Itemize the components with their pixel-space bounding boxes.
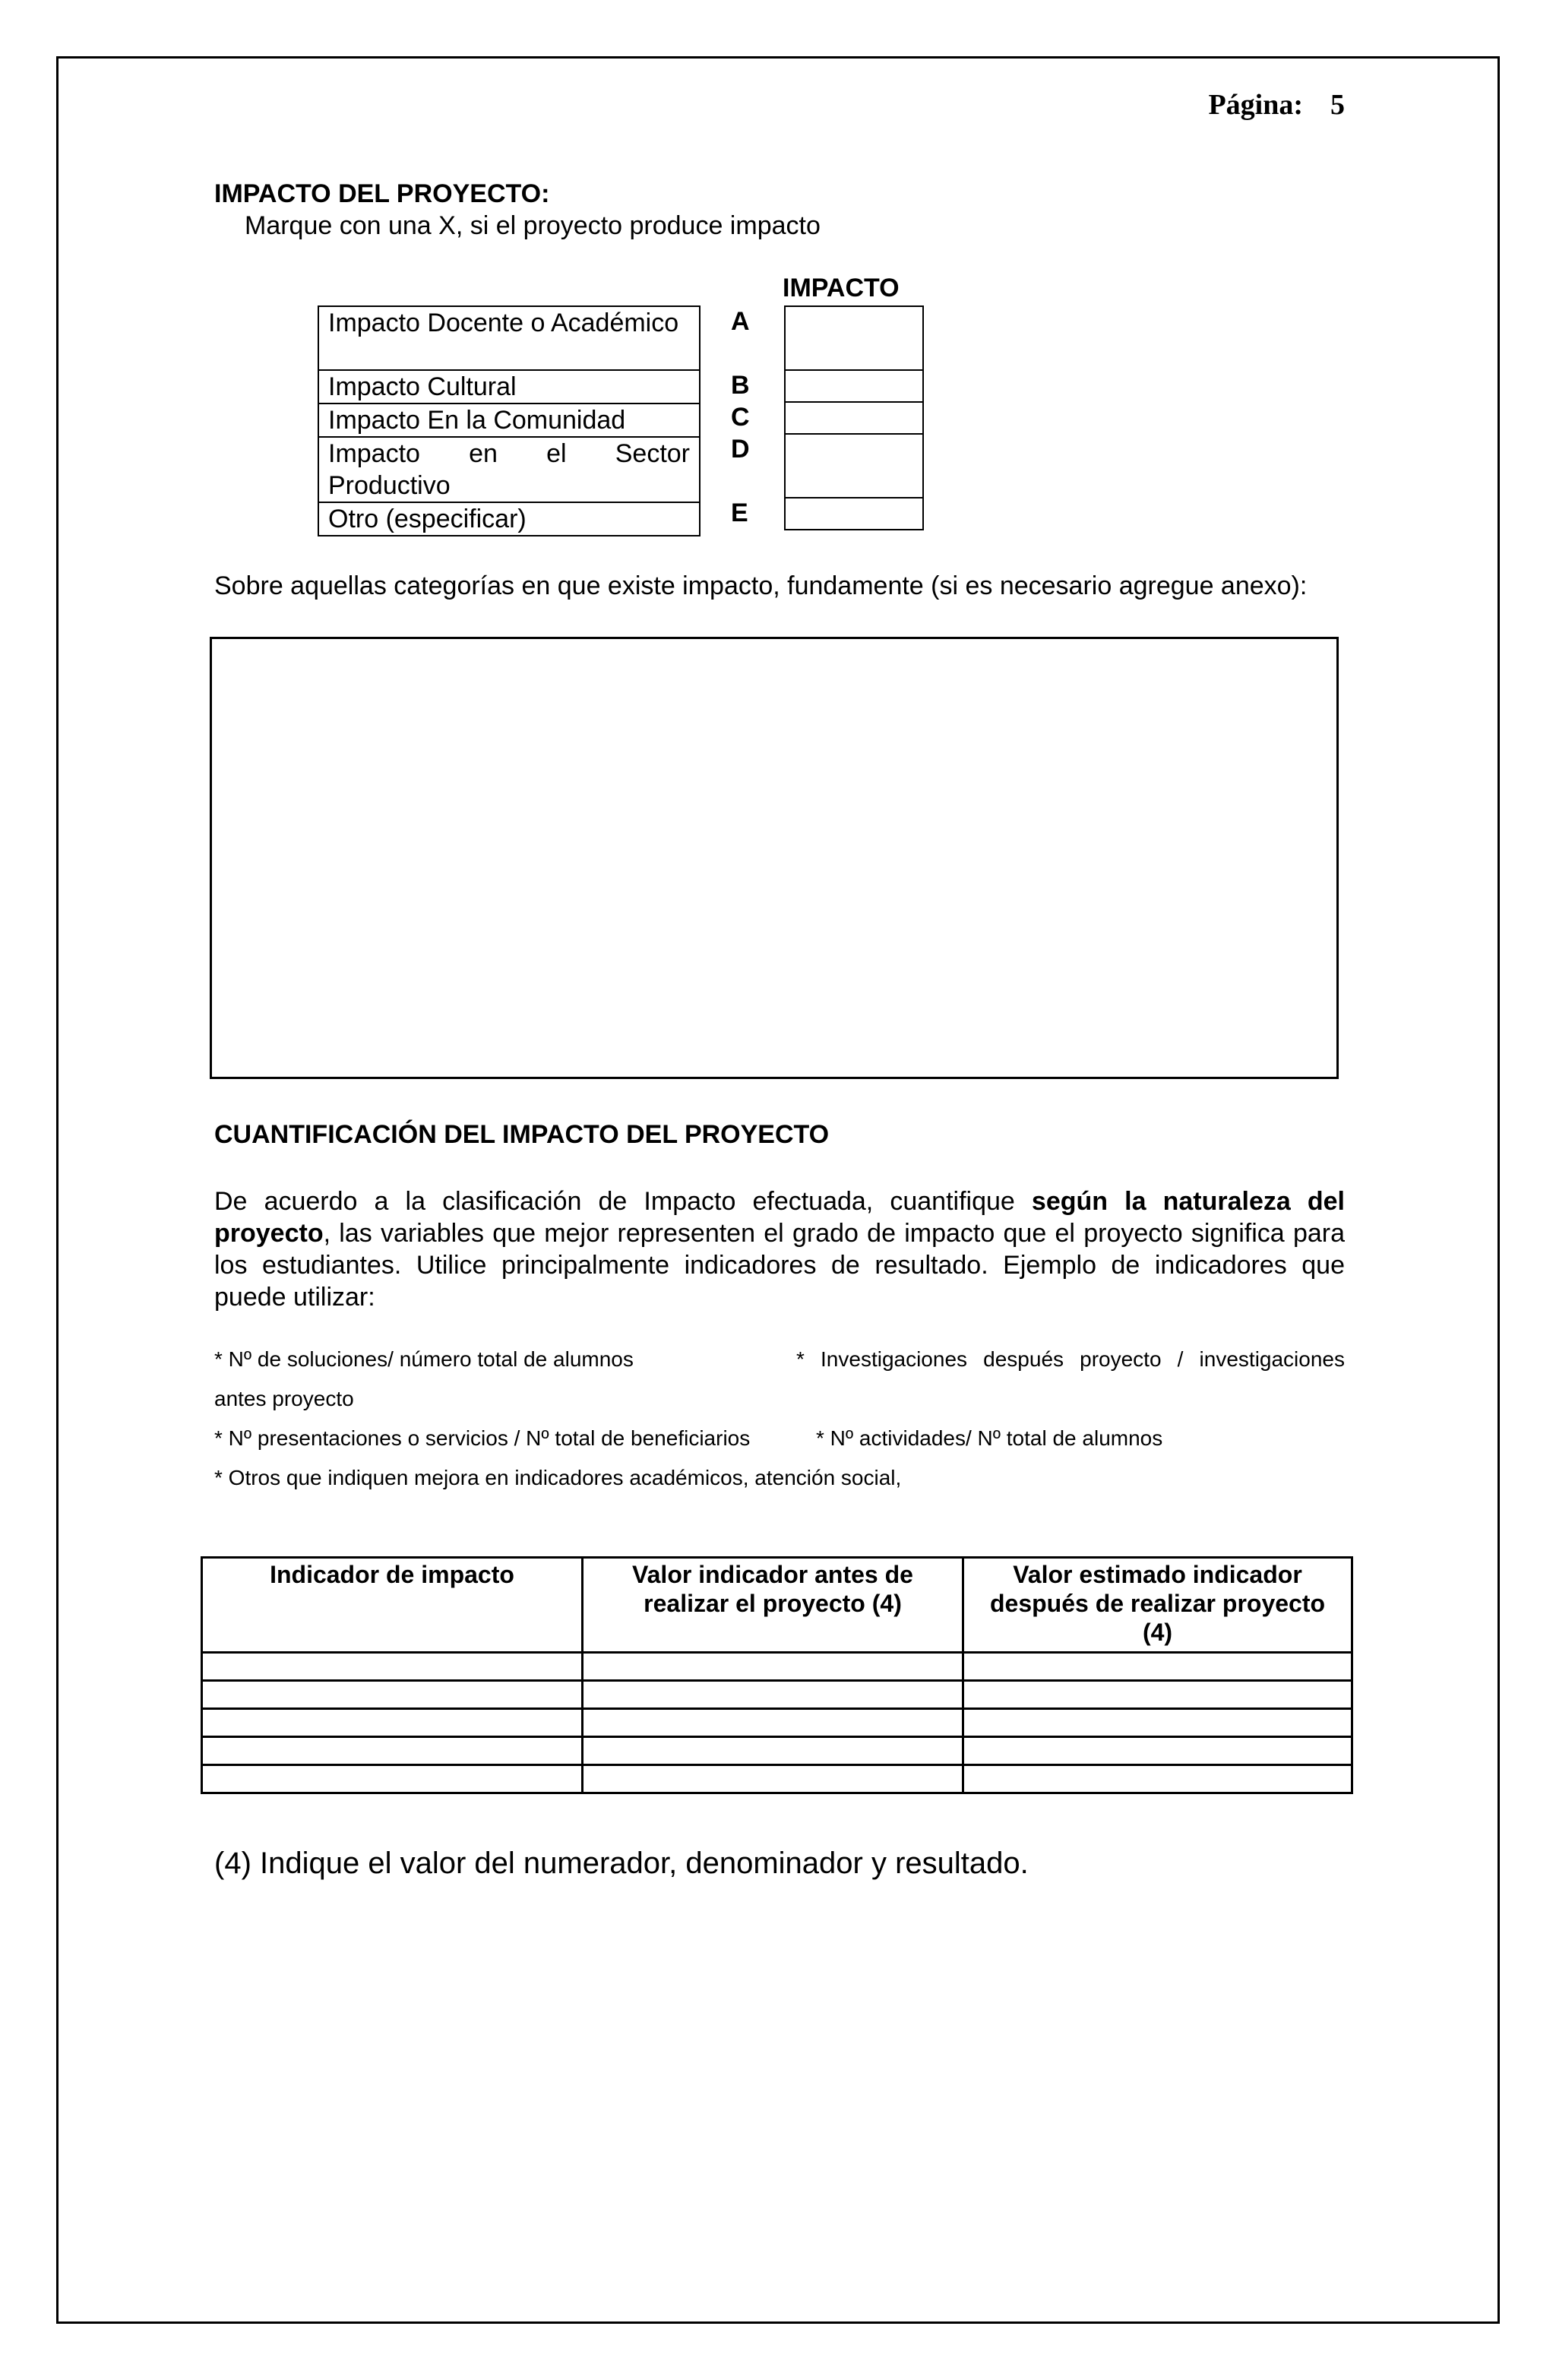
paragraph-text: , las variables que mejor representen el grado de impacto que el proyecto significa para los estudiantes. Utilice principalmente indicadores de resultado. Ejemplo de indicadores que puede utilizar:: [214, 1219, 1345, 1312]
impact-checkbox-c[interactable]: [785, 402, 923, 434]
fundamento-instruction: Sobre aquellas categorías en que existe impacto, fundamente (si es necesario agregue anexo):: [214, 571, 1308, 600]
impact-letter: A: [731, 307, 750, 336]
table-cell[interactable]: [963, 1681, 1352, 1709]
table-cell[interactable]: [583, 1737, 963, 1765]
impact-category-label: Impacto En la Comunidad: [318, 404, 700, 437]
table-cell[interactable]: [202, 1709, 583, 1737]
table-row: [202, 1709, 1352, 1737]
quantification-paragraph: [214, 1185, 1345, 1313]
table-header-row: [202, 1558, 1352, 1653]
page-label: Página:: [1208, 89, 1303, 121]
impact-category-label: Otro (especificar): [318, 502, 700, 536]
example-line-1: [214, 1347, 1345, 1372]
table-header: Indicador de impacto: [202, 1558, 583, 1653]
impact-column-header: IMPACTO: [783, 274, 900, 302]
table-cell[interactable]: [963, 1737, 1352, 1765]
table-cell[interactable]: [583, 1653, 963, 1681]
impact-category-label: Impacto Cultural: [318, 370, 700, 404]
table-cell[interactable]: [202, 1653, 583, 1681]
table-header: Valor indicador antes de realizar el proyecto (4): [583, 1558, 963, 1653]
impact-category-label: Impacto Docente o Académico: [318, 306, 700, 370]
impact-letter: D: [731, 435, 750, 464]
example-indicator: * Nº presentaciones o servicios / Nº total de beneficiarios: [214, 1426, 751, 1450]
table-row: [202, 1681, 1352, 1709]
impact-letter: B: [731, 371, 750, 400]
table-cell[interactable]: [583, 1709, 963, 1737]
table-cell[interactable]: [583, 1765, 963, 1793]
impact-checkbox-e[interactable]: [785, 498, 923, 530]
quantification-section-title: CUANTIFICACIÓN DEL IMPACTO DEL PROYECTO: [214, 1120, 830, 1149]
table-cell[interactable]: [583, 1681, 963, 1709]
impact-letter: C: [731, 403, 750, 432]
table-cell[interactable]: [202, 1737, 583, 1765]
example-indicator-continued: antes proyecto: [214, 1387, 354, 1410]
impact-checkboxes: [784, 305, 924, 530]
table-row: [202, 1765, 1352, 1793]
page-number-value: 5: [1330, 89, 1345, 121]
impact-checkbox-b[interactable]: [785, 370, 923, 402]
paragraph-text: De acuerdo a la clasificación de Impacto efectuada, cuantifique: [214, 1187, 1032, 1216]
example-indicator: * Investigaciones después proyecto / investigaciones: [796, 1347, 1345, 1371]
footnote: (4) Indique el valor del numerador, denominador y resultado.: [214, 1847, 1029, 1880]
impact-categories-table: [318, 305, 701, 536]
impact-letters: [731, 305, 754, 529]
impact-checkbox-d[interactable]: [785, 434, 923, 498]
table-cell[interactable]: [202, 1765, 583, 1793]
impact-section-title: IMPACTO DEL PROYECTO:: [214, 179, 550, 208]
table-header: Valor estimado indicador después de realizar proyecto (4): [963, 1558, 1352, 1653]
table-cell[interactable]: [963, 1653, 1352, 1681]
impact-letter: E: [731, 498, 748, 527]
table-row: [202, 1653, 1352, 1681]
indicator-table: [201, 1556, 1353, 1794]
example-indicator: * Nº actividades/ Nº total de alumnos: [816, 1426, 1163, 1450]
example-indicator: * Otros que indiquen mejora en indicadores académicos, atención social,: [214, 1466, 902, 1489]
page-number: [1208, 88, 1345, 122]
impact-instruction: Marque con una X, si el proyecto produce impacto: [245, 211, 821, 240]
table-cell[interactable]: [963, 1709, 1352, 1737]
impact-checkbox-a[interactable]: [785, 306, 923, 370]
paragraph-bold-text: según la naturaleza del proyecto: [214, 1187, 1345, 1248]
table-cell[interactable]: [202, 1681, 583, 1709]
impact-category-label: Impacto en el Sector Productivo: [318, 437, 700, 502]
table-cell[interactable]: [963, 1765, 1352, 1793]
table-row: [202, 1737, 1352, 1765]
fundamento-answer-box[interactable]: [210, 637, 1339, 1079]
example-indicator: * Nº de soluciones/ número total de alumnos: [214, 1347, 634, 1371]
